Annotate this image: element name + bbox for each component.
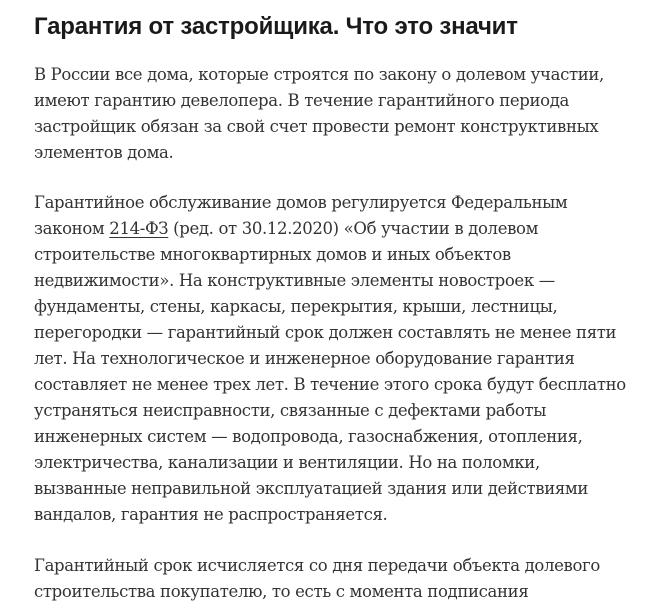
paragraph-text-after-link: (ред. от 30.12.2020) «Об участии в долевом строительстве многоквартирных домов и иных объектов недвижимости». На конструктивные элементы новостроек — фундаменты, стены, каркасы, перекрытия, крыши, лестницы, перегородки — гарантийный срок должен составлять не менее пяти лет. На технологическое и инженерное оборудование гарантия составляет не менее трех лет. В течение этого срока будут бесплатно устраняться неисправности, связанные с дефектами работы инженерных систем — водопровода, газоснабжения, отопления, электричества, канализации и вентиляции. Но на поломки, вызванные неправильной эксплуатацией здания или действиями вандалов, гарантия не распространяется. bbox=[34, 219, 626, 524]
section-title: Гарантия от застройщика. Что это значит bbox=[34, 13, 518, 40]
paragraph-federal-law bbox=[34, 190, 634, 528]
paragraph-text-before-link: Гарантийное обслуживание домов регулируется Федеральным законом bbox=[34, 193, 568, 238]
paragraph-developer-guarantee: В России все дома, которые строятся по закону о долевом участии, имеют гарантию девелопера. В течение гарантийного периода застройщик обязан за свой счет провести ремонт конструктивных элементов дома. bbox=[34, 65, 604, 162]
paragraph-warranty-period: Гарантийный срок исчисляется со дня передачи объекта долевого строительства покупателю, то есть с момента подписания bbox=[34, 556, 600, 601]
article bbox=[34, 0, 634, 605]
law-214-fz-link[interactable]: 214-ФЗ bbox=[109, 219, 169, 238]
